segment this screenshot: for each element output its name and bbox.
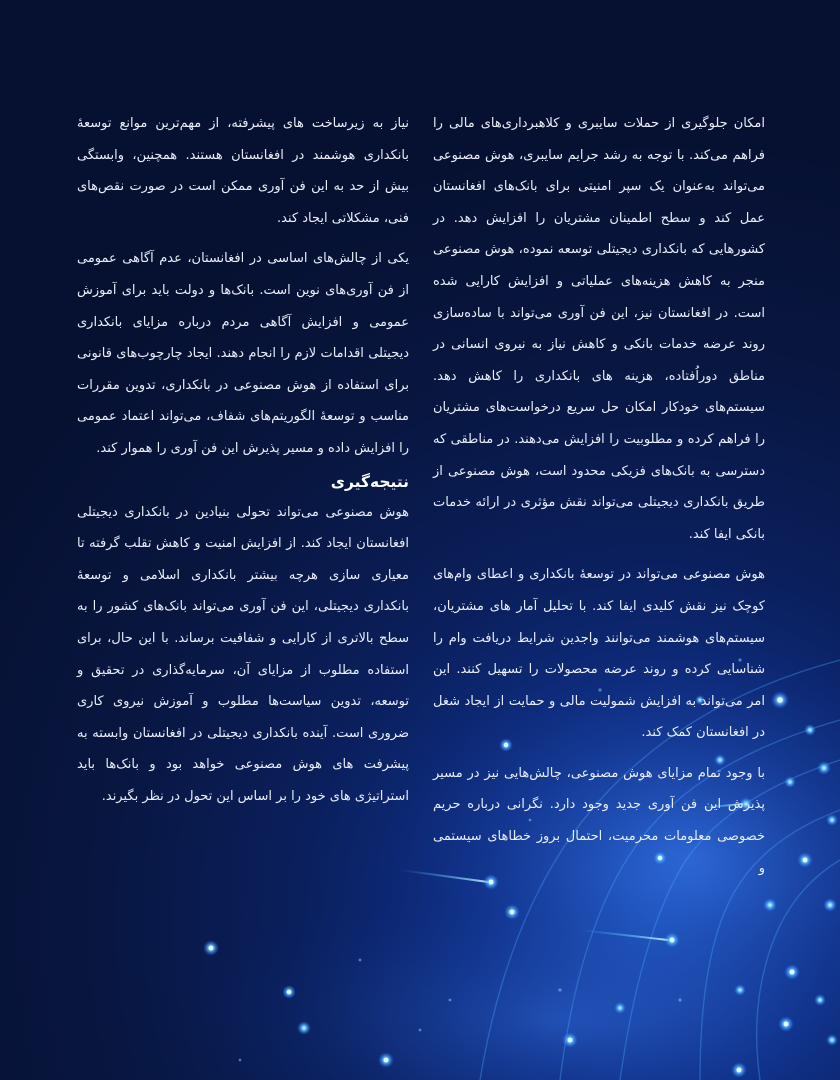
paragraph: یکی از چالش‌های اساسی در افغانستان، عدم آگاهی عمومی از فن آوری‌های نوین است. بانک‌ها و دولت باید برای آموزش عمومی و افزایش آگاهی مردم درباره مزایای بانکداری دیجیتلی اقدامات لازم را انجام دهند. ایجاد چارچوب‌های قانونی برای استفاده از هوش مصنوعی در بانکداری، تدوین مقررات مناسب و توسعۀ الگوریتم‌های شفاف، می‌تواند اعتماد عمومی را افزایش داده و مسیر پذیرش این فن آوری را هموار کند. — [77, 251, 409, 456]
paragraph: هوش مصنوعی می‌تواند در توسعۀ بانکداری و اعطای وام‌های کوچک نیز نقش کلیدی ایفا کند. با تحلیل آمار های مشتریان، سیستم‌های هوشمند می‌توانند واجدین شرایط دریافت وام را شناسایی کرده و روند عرضه محصولات را تسهیل کنند. این امر می‌تواند به افزایش شمولیت مالی و حمایت از ایجاد شغل در افغانستان کمک کند. — [433, 567, 765, 741]
article-column-left — [77, 108, 409, 812]
conclusion-paragraph: هوش مصنوعی می‌تواند تحولی بنیادین در بانکداری دیجیتلی افغانستان ایجاد کند. از افزایش امنیت و کاهش تقلب گرفته تا معیاری سازی هرچه بیشتر بانکداری اسلامی و توسعۀ بانکداری دیجیتلی، این فن آوری می‌تواند بانک‌های کشور را به سطح بالاتری از کارایی و شفافیت برساند. با این حال، برای استفاده مطلوب از مزایای آن، سرمایه‌گذاری در تحقیق و توسعه، تدوین سیاست‌ها مطلوب و آموزش نیروی کاری ضروری است. آینده بانکداری دیجیتلی در افغانستان وابسته به پیشرفت های هوش مصنوعی خواهد بود و بانک‌ها باید استراتیژی های خود را بر اساس این تحول در نظر بگیرند. — [77, 504, 409, 804]
article-column-right — [433, 108, 765, 884]
paragraph: نیاز به زیرساخت های پیشرفته، از مهم‌ترین موانع توسعۀ بانکداری هوشمند در افغانستان هستند. همچنین، وابستگی بیش از حد به این فن آوری ممکن است در صورت نقص‌های فنی، مشکلاتی ایجاد کند. — [77, 116, 409, 226]
paragraph: با وجود تمام مزایای هوش مصنوعی، چالش‌هایی نیز در مسیر پذیرش این فن آوری جدید وجود دارد. نگرانی درباره حریم خصوصی معلومات محرمیت، احتمال بروز خطاهای سیستمی و — [433, 765, 765, 876]
conclusion-heading: نتیجه‌گیری — [330, 472, 409, 491]
paragraph: امکان جلوگیری از حملات سایبری و کلاهبرداری‌های مالی را فراهم می‌کند. با توجه به رشد جرایم سایبری، هوش مصنوعی می‌تواند به‌عنوان یک سپر امنیتی برای بانک‌های افغانستان عمل کند و سطح اطمینان مشتریان را افزایش دهد. در کشورهایی که بانکداری دیجیتلی توسعه نموده، هوش مصنوعی منجر به کاهش هزینه‌های عملیاتی و افزایش کارایی شده است. در افغانستان نیز، این فن آوری می‌تواند با ساده‌سازی روند عرضه خدمات بانکی و کاهش نیاز به نیروی انسانی در مناطق دوراُفتاده، هزینه های بانکداری را کاهش دهد. سیستم‌های خودکار امکان حل سریع درخواست‌های مشتریان را فراهم کرده و مطلوبیت را افزایش می‌دهند. در مناطقی که دسترسی به بانک‌های فزیکی محدود است، هوش مصنوعی از طریق بانکداری دیجیتلی می‌تواند نقش مؤثری در ارائه خدمات بانکی ایفا کند. — [433, 116, 765, 542]
